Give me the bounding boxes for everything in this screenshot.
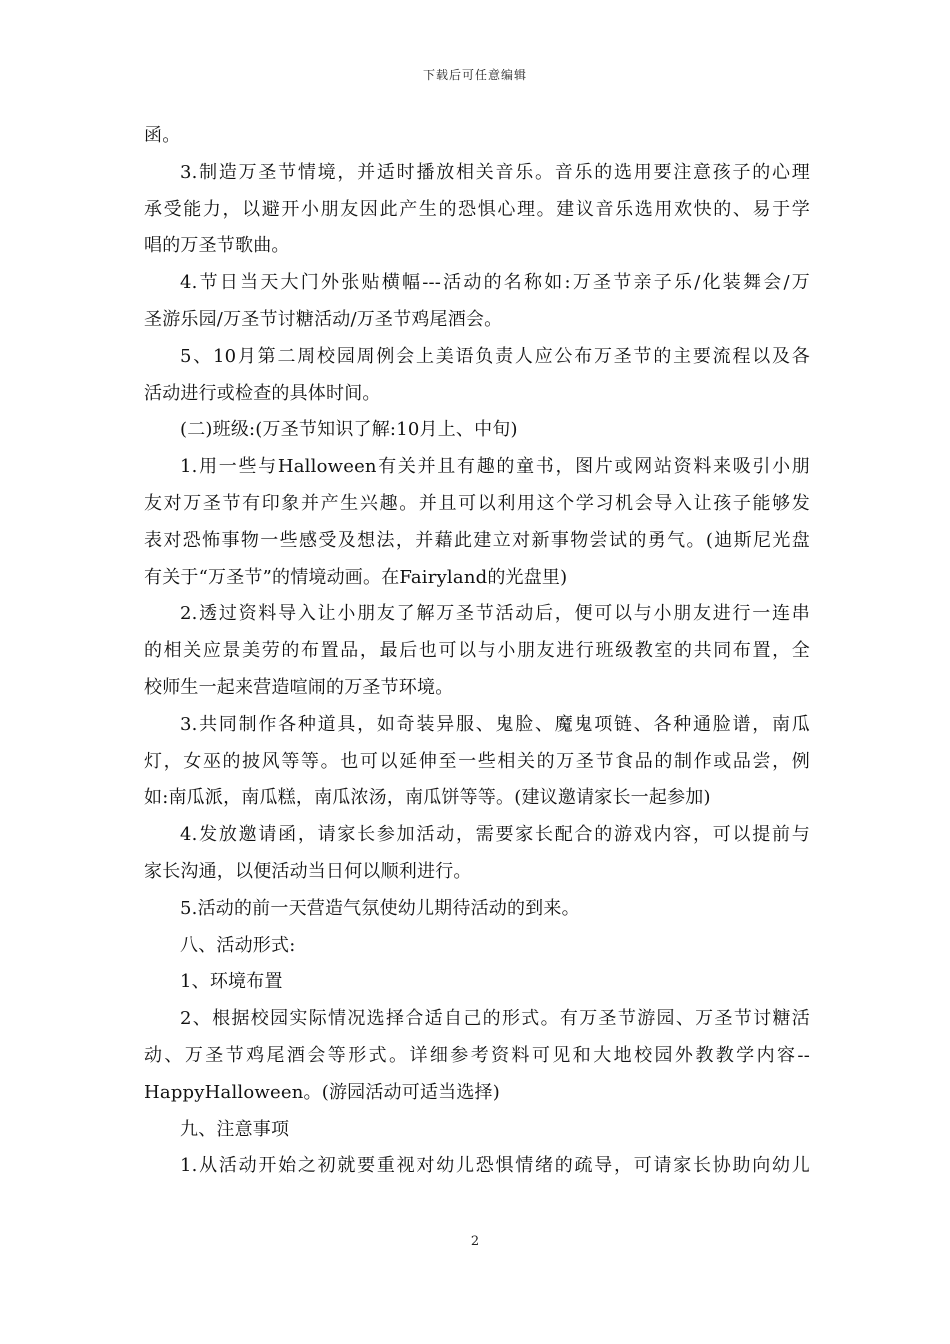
text-line: 函。 — [144, 125, 181, 146]
text-line: 4.发放邀请函，请家长参加活动，需要家长配合的游戏内容，可以提前与 — [180, 824, 810, 846]
text-line: (二)班级:(万圣节知识了解:10月上、中旬) — [180, 419, 518, 441]
text-line: 5、10月第二周校园周例会上美语负责人应公布万圣节的主要流程以及各 — [180, 345, 810, 367]
text-line: 1、环境布置 — [180, 971, 283, 993]
text-line: 表对恐怖事物一些感受及想法，并藉此建立对新事物尝试的勇气。(迪斯尼光盘 — [144, 529, 810, 551]
text-line: 友对万圣节有印象并产生兴趣。并且可以利用这个学习机会导入让孩子能够发 — [144, 492, 810, 514]
text-line: 唱的万圣节歌曲。 — [144, 235, 290, 257]
section-heading: 九、注意事项 — [180, 1118, 290, 1140]
text-line: 的相关应景美劳的布置品，最后也可以与小朋友进行班级教室的共同布置，全 — [144, 640, 810, 662]
text-line: 承受能力，以避开小朋友因此产生的恐惧心理。建议音乐选用欢快的、易于学 — [144, 198, 810, 220]
text-line: 2、根据校园实际情况选择合适自己的形式。有万圣节游园、万圣节讨糖活 — [180, 1008, 810, 1030]
text-line: 2.透过资料导入让小朋友了解万圣节活动后，便可以与小朋友进行一连串 — [180, 603, 810, 625]
text-line: 动、万圣节鸡尾酒会等形式。详细参考资料可见和大地校园外教教学内容-- — [144, 1044, 810, 1066]
text-line: 家长沟通，以便活动当日何以顺利进行。 — [144, 860, 472, 882]
text-line: 有关于“万圣节”的情境动画。在Fairyland的光盘里) — [144, 566, 568, 588]
text-line: 圣游乐园/万圣节讨糖活动/万圣节鸡尾酒会。 — [144, 308, 503, 330]
text-line: 校师生一起来营造喧闹的万圣节环境。 — [144, 676, 454, 698]
text-line: 3.共同制作各种道具，如奇装异服、鬼脸、魔鬼项链、各种通脸谱，南瓜 — [180, 713, 810, 735]
text-line: 如:南瓜派，南瓜糕，南瓜浓汤，南瓜饼等等。(建议邀请家长一起参加) — [144, 787, 711, 809]
page-header: 下载后可任意编辑 — [422, 68, 527, 82]
text-line: 1.用一些与Halloween有关并且有趣的童书，图片或网站资料来吸引小朋 — [180, 456, 810, 478]
text-line: 灯，女巫的披风等等。也可以延伸至一些相关的万圣节食品的制作或品尝，例 — [144, 750, 810, 772]
text-line: 5.活动的前一天营造气氛使幼儿期待活动的到来。 — [180, 897, 580, 919]
section-heading: 八、活动形式: — [180, 934, 296, 956]
text-line: 活动进行或检查的具体时间。 — [144, 382, 381, 404]
text-line: 1.从活动开始之初就要重视对幼儿恐惧情绪的疏导，可请家长协助向幼儿 — [180, 1155, 810, 1177]
text-line: 4.节日当天大门外张贴横幅---活动的名称如:万圣节亲子乐/化装舞会/万 — [180, 272, 810, 294]
text-line: HappyHalloween。(游园活动可适当选择) — [144, 1081, 500, 1103]
document-body — [144, 118, 810, 1185]
text-line: 3.制造万圣节情境，并适时播放相关音乐。音乐的选用要注意孩子的心理 — [180, 161, 810, 183]
page-number: 2 — [470, 1234, 480, 1249]
